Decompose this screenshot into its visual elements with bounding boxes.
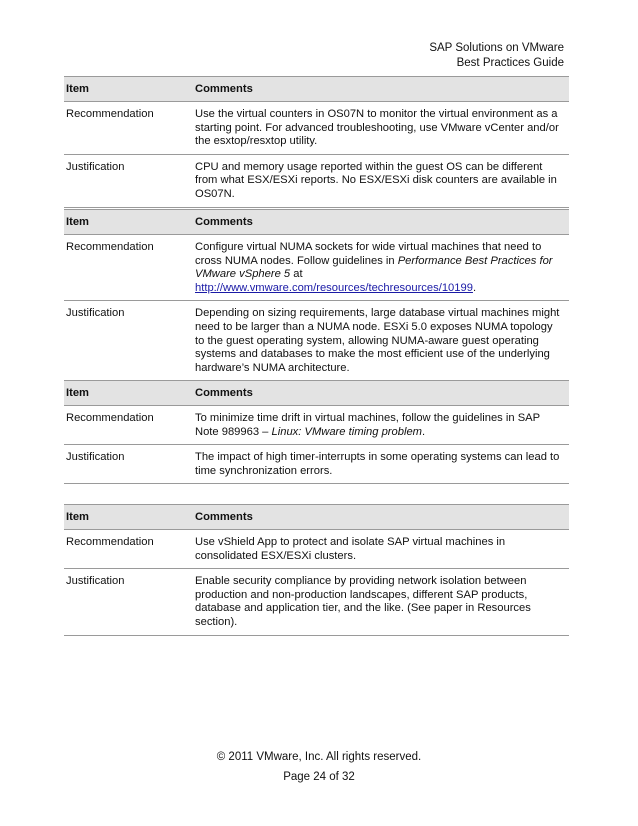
referenced-document-title: Performance Best Practices for VMware vSphere 5	[195, 254, 553, 281]
comment-text: .	[421, 425, 426, 438]
table-row	[64, 569, 569, 635]
table-row	[64, 406, 569, 445]
row-label: Recommendation	[66, 412, 154, 424]
row-comment: The impact of high timer-interrupts in some operating systems can lead to time synchronization errors.	[195, 451, 560, 477]
table-row	[64, 155, 569, 208]
recommendation-table-2	[64, 209, 569, 381]
comment-text: To minimize time drift in virtual machines, follow the guidelines in SAP Note 989963 –	[195, 412, 540, 438]
table-row	[64, 445, 569, 484]
table-header-row	[64, 76, 569, 102]
row-label: Recommendation	[66, 241, 154, 253]
column-header-item: Item	[66, 216, 90, 228]
recommendation-table-4	[64, 504, 569, 636]
page-number: Page 24 of 32	[283, 771, 355, 783]
column-header-comments: Comments	[195, 387, 253, 399]
table-row	[64, 102, 569, 155]
row-label: Recommendation	[66, 108, 154, 120]
comment-text: Configure virtual NUMA sockets for wide virtual machines that need to cross NUMA nodes. Follow guidelines in	[195, 241, 542, 267]
row-comment	[195, 412, 569, 439]
header-subtitle: Best Practices Guide	[456, 57, 564, 69]
row-label: Recommendation	[66, 536, 154, 548]
techresources-link[interactable]: http://www.vmware.com/resources/techresources/10199	[195, 281, 473, 294]
document-header	[429, 41, 564, 71]
row-comment: Use vShield App to protect and isolate SAP virtual machines in consolidated ESX/ESXi clusters.	[195, 536, 506, 562]
row-comment: Depending on sizing requirements, large database virtual machines might need to be larger than a NUMA node. ESXi 5.0 exposes NUMA topology to the guest operating system, allowing NUMA-aware guest operating systems and databases to make the most efficient use of the underlying hardware’s NUMA architecture.	[195, 307, 560, 374]
row-comment: Enable security compliance by providing network isolation between production and non-production landscapes, different SAP products, database and application tier, and the like. (See paper in Resources section).	[195, 575, 531, 628]
row-comment: Use the virtual counters in OS07N to monitor the virtual environment as a starting point. For advanced troubleshooting, use VMware vCenter and/or the esxtop/resxtop utility.	[195, 108, 559, 148]
column-header-item: Item	[66, 83, 90, 95]
row-label: Justification	[66, 307, 125, 320]
comment-text: at	[290, 268, 303, 281]
row-comment	[195, 241, 569, 295]
table-header-row	[64, 504, 569, 530]
recommendation-table-1	[64, 76, 569, 208]
table-row	[64, 301, 569, 381]
row-label: Justification	[66, 451, 125, 464]
sap-note-title: Linux: VMware timing problem	[271, 425, 422, 438]
copyright-notice: © 2011 VMware, Inc. All rights reserved.	[216, 751, 422, 763]
table-row	[64, 530, 569, 569]
table-header-row	[64, 209, 569, 235]
row-label: Justification	[66, 575, 125, 588]
comment-text: .	[472, 281, 477, 294]
table-header-row	[64, 380, 569, 406]
column-header-item: Item	[66, 387, 90, 399]
column-header-comments: Comments	[195, 83, 253, 95]
column-header-comments: Comments	[195, 511, 253, 523]
row-comment: CPU and memory usage reported within the guest OS can be different from what ESX/ESXi reports. No ESX/ESXi disk counters are available in OS07N.	[195, 160, 557, 200]
recommendation-table-3	[64, 380, 569, 484]
column-header-comments: Comments	[195, 216, 253, 228]
table-row	[64, 235, 569, 301]
row-label: Justification	[66, 160, 125, 173]
column-header-item: Item	[66, 511, 90, 523]
header-title: SAP Solutions on VMware	[429, 42, 564, 54]
